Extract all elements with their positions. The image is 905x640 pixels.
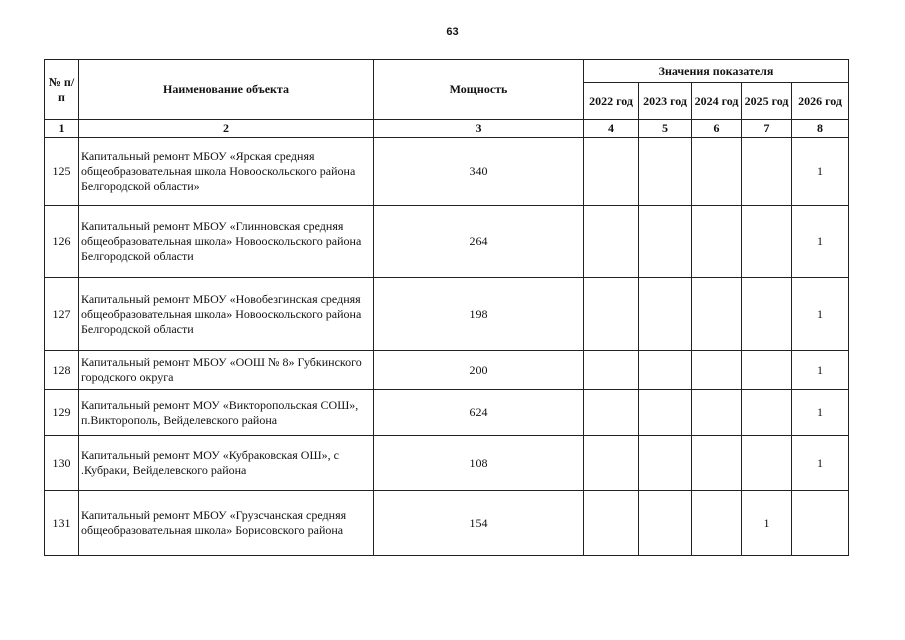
row-value-2022 bbox=[584, 278, 639, 351]
col-number: 5 bbox=[639, 120, 692, 138]
row-capacity: 624 bbox=[374, 390, 584, 436]
row-num: 130 bbox=[45, 436, 79, 491]
row-value-2022 bbox=[584, 436, 639, 491]
col-number: 4 bbox=[584, 120, 639, 138]
row-value-2025 bbox=[742, 436, 792, 491]
row-num: 129 bbox=[45, 390, 79, 436]
row-value-2023 bbox=[639, 206, 692, 278]
row-value-2026: 1 bbox=[792, 436, 849, 491]
header-name: Наименование объекта bbox=[79, 60, 374, 120]
table-row bbox=[45, 436, 849, 491]
table-row bbox=[45, 138, 849, 206]
row-capacity: 264 bbox=[374, 206, 584, 278]
row-num: 127 bbox=[45, 278, 79, 351]
header-values-group: Значения показателя bbox=[584, 60, 849, 83]
col-number: 1 bbox=[45, 120, 79, 138]
row-value-2022 bbox=[584, 206, 639, 278]
row-value-2025: 1 bbox=[742, 491, 792, 556]
row-capacity: 200 bbox=[374, 351, 584, 390]
row-capacity: 154 bbox=[374, 491, 584, 556]
row-value-2025 bbox=[742, 278, 792, 351]
row-num: 125 bbox=[45, 138, 79, 206]
header-year-2023: 2023 год bbox=[639, 83, 692, 120]
header-year-2024: 2024 год bbox=[692, 83, 742, 120]
page-number: 63 bbox=[446, 26, 459, 38]
row-name: Капитальный ремонт МБОУ «Ярская средняя общеобразовательная школа Новооскольского района Белгородской области» bbox=[79, 138, 374, 206]
row-num: 128 bbox=[45, 351, 79, 390]
row-value-2024 bbox=[692, 491, 742, 556]
row-value-2024 bbox=[692, 278, 742, 351]
row-num: 126 bbox=[45, 206, 79, 278]
row-value-2023 bbox=[639, 278, 692, 351]
col-number: 2 bbox=[79, 120, 374, 138]
row-name: Капитальный ремонт МБОУ «Глинновская средняя общеобразовательная школа» Новооскольского района Белгородской области bbox=[79, 206, 374, 278]
data-table bbox=[44, 59, 849, 556]
row-name: Капитальный ремонт МОУ «Викторопольская СОШ», п.Викторополь, Вейделевского района bbox=[79, 390, 374, 436]
row-value-2022 bbox=[584, 390, 639, 436]
table-row bbox=[45, 390, 849, 436]
row-value-2022 bbox=[584, 351, 639, 390]
row-value-2026: 1 bbox=[792, 278, 849, 351]
row-value-2026 bbox=[792, 491, 849, 556]
col-number: 3 bbox=[374, 120, 584, 138]
row-value-2026: 1 bbox=[792, 138, 849, 206]
row-value-2023 bbox=[639, 436, 692, 491]
row-value-2026: 1 bbox=[792, 206, 849, 278]
table-row bbox=[45, 206, 849, 278]
header-capacity: Мощность bbox=[374, 60, 584, 120]
row-capacity: 108 bbox=[374, 436, 584, 491]
row-value-2023 bbox=[639, 390, 692, 436]
row-name: Капитальный ремонт МОУ «Кубраковская ОШ», с .Кубраки, Вейделевского района bbox=[79, 436, 374, 491]
col-number: 7 bbox=[742, 120, 792, 138]
row-value-2024 bbox=[692, 138, 742, 206]
row-value-2023 bbox=[639, 138, 692, 206]
row-num: 131 bbox=[45, 491, 79, 556]
row-value-2026: 1 bbox=[792, 351, 849, 390]
row-value-2022 bbox=[584, 138, 639, 206]
col-number: 6 bbox=[692, 120, 742, 138]
row-value-2025 bbox=[742, 351, 792, 390]
header-year-2025: 2025 год bbox=[742, 83, 792, 120]
row-value-2025 bbox=[742, 390, 792, 436]
row-value-2023 bbox=[639, 491, 692, 556]
row-name: Капитальный ремонт МБОУ «ООШ № 8» Губкинского городского округа bbox=[79, 351, 374, 390]
row-value-2024 bbox=[692, 436, 742, 491]
row-value-2024 bbox=[692, 390, 742, 436]
row-name: Капитальный ремонт МБОУ «Новобезгинская средняя общеобразовательная школа» Новооскольского района Белгородской области bbox=[79, 278, 374, 351]
row-capacity: 198 bbox=[374, 278, 584, 351]
row-value-2024 bbox=[692, 351, 742, 390]
row-value-2025 bbox=[742, 138, 792, 206]
row-capacity: 340 bbox=[374, 138, 584, 206]
header-num: № п/п bbox=[45, 60, 79, 120]
row-value-2022 bbox=[584, 491, 639, 556]
col-number: 8 bbox=[792, 120, 849, 138]
row-name: Капитальный ремонт МБОУ «Грузсчанская средняя общеобразовательная школа» Борисовского района bbox=[79, 491, 374, 556]
table-row bbox=[45, 491, 849, 556]
header-year-2026: 2026 год bbox=[792, 83, 849, 120]
header-year-2022: 2022 год bbox=[584, 83, 639, 120]
row-value-2026: 1 bbox=[792, 390, 849, 436]
row-value-2023 bbox=[639, 351, 692, 390]
row-value-2024 bbox=[692, 206, 742, 278]
row-value-2025 bbox=[742, 206, 792, 278]
table-row bbox=[45, 351, 849, 390]
table-row bbox=[45, 278, 849, 351]
